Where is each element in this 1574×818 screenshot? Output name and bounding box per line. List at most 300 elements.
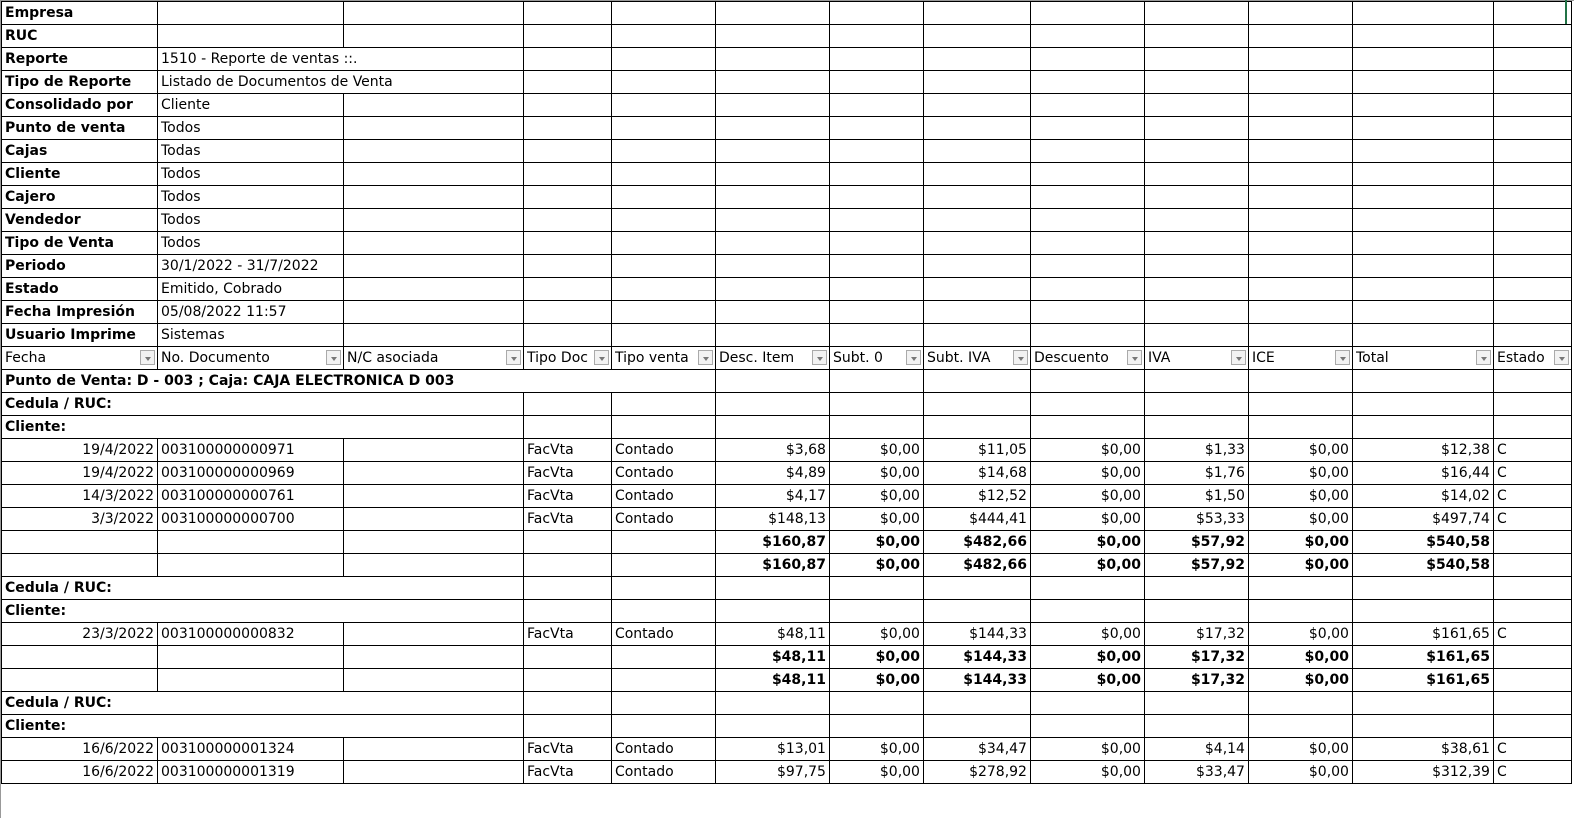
meta-label[interactable]: Reporte bbox=[2, 48, 158, 71]
cell[interactable] bbox=[829, 692, 923, 715]
estado-cell[interactable]: C bbox=[1493, 439, 1571, 462]
cell[interactable] bbox=[1248, 370, 1352, 393]
ice-cell[interactable]: $0,00 bbox=[1248, 508, 1352, 531]
cell[interactable] bbox=[829, 715, 923, 738]
meta-label[interactable]: Usuario Imprime bbox=[2, 324, 158, 347]
cell[interactable] bbox=[524, 531, 612, 554]
spreadsheet-grid[interactable] bbox=[1, 1, 1572, 784]
cell[interactable] bbox=[1493, 25, 1571, 48]
cell[interactable] bbox=[611, 324, 715, 347]
cell[interactable] bbox=[1144, 577, 1248, 600]
subtotal-descuento[interactable]: $0,00 bbox=[1030, 554, 1144, 577]
cell[interactable] bbox=[344, 232, 524, 255]
cell[interactable] bbox=[158, 531, 344, 554]
estado-cell[interactable]: C bbox=[1493, 462, 1571, 485]
subtotal-subt0[interactable]: $0,00 bbox=[829, 646, 923, 669]
subt-iva-cell[interactable]: $11,05 bbox=[923, 439, 1030, 462]
cell[interactable] bbox=[524, 646, 612, 669]
cell[interactable] bbox=[923, 71, 1030, 94]
meta-value[interactable]: Sistemas bbox=[158, 324, 344, 347]
cell[interactable] bbox=[829, 600, 923, 623]
cell[interactable] bbox=[1493, 531, 1571, 554]
descuento-cell[interactable]: $0,00 bbox=[1030, 439, 1144, 462]
cell[interactable] bbox=[1352, 278, 1493, 301]
cell[interactable] bbox=[611, 715, 715, 738]
cell[interactable] bbox=[1352, 186, 1493, 209]
cell[interactable] bbox=[829, 94, 923, 117]
cell[interactable] bbox=[1493, 370, 1571, 393]
cell[interactable] bbox=[1144, 186, 1248, 209]
cell[interactable] bbox=[715, 255, 829, 278]
cell[interactable] bbox=[829, 393, 923, 416]
cell[interactable] bbox=[923, 186, 1030, 209]
iva-cell[interactable]: $33,47 bbox=[1144, 761, 1248, 784]
subtotal-total[interactable]: $161,65 bbox=[1352, 669, 1493, 692]
cell[interactable] bbox=[524, 209, 612, 232]
cell[interactable] bbox=[1493, 554, 1571, 577]
subtotal-desc-item[interactable]: $160,87 bbox=[715, 531, 829, 554]
cell[interactable] bbox=[1352, 71, 1493, 94]
cell[interactable] bbox=[524, 393, 612, 416]
subtotal-iva[interactable]: $57,92 bbox=[1144, 554, 1248, 577]
nc-cell[interactable] bbox=[344, 508, 524, 531]
ice-cell[interactable]: $0,00 bbox=[1248, 623, 1352, 646]
cell[interactable] bbox=[1030, 715, 1144, 738]
total-cell[interactable]: $14,02 bbox=[1352, 485, 1493, 508]
cell[interactable] bbox=[1248, 209, 1352, 232]
filter-dropdown-icon[interactable] bbox=[1127, 350, 1142, 365]
cell[interactable] bbox=[524, 255, 612, 278]
cedula-label[interactable]: Cedula / RUC: bbox=[2, 692, 524, 715]
fecha-cell[interactable]: 19/4/2022 bbox=[2, 439, 158, 462]
cell[interactable] bbox=[923, 117, 1030, 140]
tipo-venta-cell[interactable]: Contado bbox=[611, 623, 715, 646]
cell[interactable] bbox=[715, 600, 829, 623]
cell[interactable] bbox=[1144, 278, 1248, 301]
cell[interactable] bbox=[923, 416, 1030, 439]
column-header-ice[interactable] bbox=[1248, 347, 1352, 370]
column-header-fecha[interactable] bbox=[2, 347, 158, 370]
cell[interactable] bbox=[923, 232, 1030, 255]
cell[interactable] bbox=[1248, 232, 1352, 255]
cell[interactable] bbox=[1144, 2, 1248, 25]
cell[interactable] bbox=[524, 117, 612, 140]
cell[interactable] bbox=[1352, 2, 1493, 25]
descuento-cell[interactable]: $0,00 bbox=[1030, 623, 1144, 646]
cell[interactable] bbox=[1144, 370, 1248, 393]
cell[interactable] bbox=[611, 117, 715, 140]
subt-iva-cell[interactable]: $444,41 bbox=[923, 508, 1030, 531]
estado-cell[interactable]: C bbox=[1493, 623, 1571, 646]
cell[interactable] bbox=[1248, 71, 1352, 94]
subt0-cell[interactable]: $0,00 bbox=[829, 508, 923, 531]
cell[interactable] bbox=[158, 669, 344, 692]
cell[interactable] bbox=[1144, 25, 1248, 48]
tipo-venta-cell[interactable]: Contado bbox=[611, 761, 715, 784]
cell[interactable] bbox=[1493, 577, 1571, 600]
cell[interactable] bbox=[923, 48, 1030, 71]
subtotal-desc-item[interactable]: $48,11 bbox=[715, 646, 829, 669]
cell[interactable] bbox=[611, 48, 715, 71]
cell[interactable] bbox=[1030, 301, 1144, 324]
cliente-label[interactable]: Cliente: bbox=[2, 600, 524, 623]
desc-item-cell[interactable]: $4,89 bbox=[715, 462, 829, 485]
cell[interactable] bbox=[923, 577, 1030, 600]
cell[interactable] bbox=[715, 209, 829, 232]
subtotal-subt0[interactable]: $0,00 bbox=[829, 531, 923, 554]
cell[interactable] bbox=[1030, 416, 1144, 439]
cell[interactable] bbox=[1248, 577, 1352, 600]
cell[interactable] bbox=[1493, 301, 1571, 324]
cell[interactable] bbox=[1144, 255, 1248, 278]
nc-cell[interactable] bbox=[344, 623, 524, 646]
cell[interactable] bbox=[829, 163, 923, 186]
desc-item-cell[interactable]: $97,75 bbox=[715, 761, 829, 784]
column-header-subt-iva[interactable] bbox=[923, 347, 1030, 370]
descuento-cell[interactable]: $0,00 bbox=[1030, 761, 1144, 784]
cell[interactable] bbox=[1248, 94, 1352, 117]
column-header-n-c-asociada[interactable] bbox=[344, 347, 524, 370]
column-header-descuento[interactable] bbox=[1030, 347, 1144, 370]
cell[interactable] bbox=[524, 600, 612, 623]
cell[interactable] bbox=[1352, 715, 1493, 738]
cell[interactable] bbox=[1493, 140, 1571, 163]
cell[interactable] bbox=[923, 324, 1030, 347]
meta-value[interactable] bbox=[158, 25, 344, 48]
filter-dropdown-icon[interactable] bbox=[1554, 350, 1569, 365]
cell[interactable] bbox=[1248, 324, 1352, 347]
filter-dropdown-icon[interactable] bbox=[906, 350, 921, 365]
cell[interactable] bbox=[611, 186, 715, 209]
cell[interactable] bbox=[1352, 209, 1493, 232]
cell[interactable] bbox=[1144, 140, 1248, 163]
meta-label[interactable]: Estado bbox=[2, 278, 158, 301]
fecha-cell[interactable]: 16/6/2022 bbox=[2, 761, 158, 784]
iva-cell[interactable]: $53,33 bbox=[1144, 508, 1248, 531]
cell[interactable] bbox=[1493, 71, 1571, 94]
nc-cell[interactable] bbox=[344, 485, 524, 508]
cell[interactable] bbox=[611, 669, 715, 692]
cell[interactable] bbox=[1144, 163, 1248, 186]
ice-cell[interactable]: $0,00 bbox=[1248, 485, 1352, 508]
cell[interactable] bbox=[923, 301, 1030, 324]
estado-cell[interactable]: C bbox=[1493, 738, 1571, 761]
cell[interactable] bbox=[1352, 25, 1493, 48]
cell[interactable] bbox=[715, 94, 829, 117]
cell[interactable] bbox=[829, 324, 923, 347]
cell[interactable] bbox=[829, 278, 923, 301]
meta-value[interactable]: Todos bbox=[158, 232, 344, 255]
cell[interactable] bbox=[1144, 48, 1248, 71]
subtotal-subt-iva[interactable]: $144,33 bbox=[923, 669, 1030, 692]
meta-value[interactable]: Listado de Documentos de Venta bbox=[158, 71, 524, 94]
total-cell[interactable]: $12,38 bbox=[1352, 439, 1493, 462]
cell[interactable] bbox=[524, 94, 612, 117]
cell[interactable] bbox=[1493, 186, 1571, 209]
cell[interactable] bbox=[715, 48, 829, 71]
estado-cell[interactable]: C bbox=[1493, 761, 1571, 784]
iva-cell[interactable]: $1,50 bbox=[1144, 485, 1248, 508]
cell[interactable] bbox=[1493, 324, 1571, 347]
subtotal-ice[interactable]: $0,00 bbox=[1248, 646, 1352, 669]
cell[interactable] bbox=[715, 416, 829, 439]
cell[interactable] bbox=[1144, 71, 1248, 94]
cell[interactable] bbox=[923, 278, 1030, 301]
column-header-desc-item[interactable] bbox=[715, 347, 829, 370]
cell[interactable] bbox=[1248, 393, 1352, 416]
cell[interactable] bbox=[923, 2, 1030, 25]
cell[interactable] bbox=[1352, 163, 1493, 186]
cell[interactable] bbox=[611, 25, 715, 48]
tipo-doc-cell[interactable]: FacVta bbox=[524, 623, 612, 646]
cell[interactable] bbox=[611, 416, 715, 439]
filter-dropdown-icon[interactable] bbox=[812, 350, 827, 365]
cell[interactable] bbox=[923, 255, 1030, 278]
desc-item-cell[interactable]: $48,11 bbox=[715, 623, 829, 646]
meta-label[interactable]: Cliente bbox=[2, 163, 158, 186]
cell[interactable] bbox=[1248, 117, 1352, 140]
cell[interactable] bbox=[611, 600, 715, 623]
cell[interactable] bbox=[715, 370, 829, 393]
cell[interactable] bbox=[344, 531, 524, 554]
documento-cell[interactable]: 003100000000700 bbox=[158, 508, 344, 531]
subtotal-subt0[interactable]: $0,00 bbox=[829, 554, 923, 577]
cell[interactable] bbox=[1144, 94, 1248, 117]
subtotal-ice[interactable]: $0,00 bbox=[1248, 554, 1352, 577]
nc-cell[interactable] bbox=[344, 738, 524, 761]
cell[interactable] bbox=[1030, 94, 1144, 117]
meta-value[interactable]: Todos bbox=[158, 186, 344, 209]
cell[interactable] bbox=[1030, 71, 1144, 94]
cell[interactable] bbox=[1493, 646, 1571, 669]
punto-venta-label[interactable]: Punto de Venta: D - 003 ; Caja: CAJA ELECTRONICA D 003 bbox=[2, 370, 716, 393]
cell[interactable] bbox=[715, 2, 829, 25]
tipo-venta-cell[interactable]: Contado bbox=[611, 508, 715, 531]
cell[interactable] bbox=[1030, 692, 1144, 715]
cell[interactable] bbox=[1144, 715, 1248, 738]
cell[interactable] bbox=[715, 577, 829, 600]
cell[interactable] bbox=[829, 117, 923, 140]
cell[interactable] bbox=[715, 232, 829, 255]
cell[interactable] bbox=[1144, 393, 1248, 416]
cell[interactable] bbox=[1352, 416, 1493, 439]
cell[interactable] bbox=[1493, 117, 1571, 140]
cell[interactable] bbox=[1030, 2, 1144, 25]
meta-label[interactable]: Cajas bbox=[2, 140, 158, 163]
cell[interactable] bbox=[1352, 117, 1493, 140]
cell[interactable] bbox=[2, 531, 158, 554]
cell[interactable] bbox=[524, 416, 612, 439]
cell[interactable] bbox=[1030, 140, 1144, 163]
cell[interactable] bbox=[524, 715, 612, 738]
descuento-cell[interactable]: $0,00 bbox=[1030, 508, 1144, 531]
cell[interactable] bbox=[1493, 692, 1571, 715]
cell[interactable] bbox=[715, 692, 829, 715]
cell[interactable] bbox=[611, 278, 715, 301]
cell[interactable] bbox=[715, 715, 829, 738]
cell[interactable] bbox=[344, 117, 524, 140]
cell[interactable] bbox=[524, 71, 612, 94]
nc-cell[interactable] bbox=[344, 439, 524, 462]
cell[interactable] bbox=[715, 25, 829, 48]
subt0-cell[interactable]: $0,00 bbox=[829, 462, 923, 485]
cell[interactable] bbox=[1493, 278, 1571, 301]
subtotal-desc-item[interactable]: $160,87 bbox=[715, 554, 829, 577]
cell[interactable] bbox=[2, 646, 158, 669]
cell[interactable] bbox=[923, 163, 1030, 186]
meta-value[interactable]: 30/1/2022 - 31/7/2022 bbox=[158, 255, 344, 278]
cell[interactable] bbox=[715, 278, 829, 301]
nc-cell[interactable] bbox=[344, 462, 524, 485]
documento-cell[interactable]: 003100000001324 bbox=[158, 738, 344, 761]
cell[interactable] bbox=[611, 531, 715, 554]
cell[interactable] bbox=[829, 577, 923, 600]
cell[interactable] bbox=[829, 2, 923, 25]
total-cell[interactable]: $497,74 bbox=[1352, 508, 1493, 531]
cell[interactable] bbox=[524, 186, 612, 209]
cell[interactable] bbox=[923, 393, 1030, 416]
cell[interactable] bbox=[923, 94, 1030, 117]
cell[interactable] bbox=[1030, 209, 1144, 232]
tipo-doc-cell[interactable]: FacVta bbox=[524, 761, 612, 784]
subt0-cell[interactable]: $0,00 bbox=[829, 485, 923, 508]
cell[interactable] bbox=[524, 692, 612, 715]
cell[interactable] bbox=[611, 646, 715, 669]
meta-label[interactable]: Fecha Impresión bbox=[2, 301, 158, 324]
cell[interactable] bbox=[829, 71, 923, 94]
cliente-label[interactable]: Cliente: bbox=[2, 715, 524, 738]
cell[interactable] bbox=[1030, 324, 1144, 347]
cell[interactable] bbox=[1493, 94, 1571, 117]
cell[interactable] bbox=[1493, 393, 1571, 416]
cell[interactable] bbox=[829, 48, 923, 71]
cell[interactable] bbox=[923, 209, 1030, 232]
cell[interactable] bbox=[1030, 25, 1144, 48]
cell[interactable] bbox=[829, 186, 923, 209]
nc-cell[interactable] bbox=[344, 761, 524, 784]
subtotal-iva[interactable]: $17,32 bbox=[1144, 669, 1248, 692]
cell[interactable] bbox=[829, 416, 923, 439]
cell[interactable] bbox=[524, 163, 612, 186]
cell[interactable] bbox=[344, 94, 524, 117]
estado-cell[interactable]: C bbox=[1493, 508, 1571, 531]
filter-dropdown-icon[interactable] bbox=[698, 350, 713, 365]
filter-dropdown-icon[interactable] bbox=[506, 350, 521, 365]
cell[interactable] bbox=[1352, 232, 1493, 255]
documento-cell[interactable]: 003100000000971 bbox=[158, 439, 344, 462]
cell[interactable] bbox=[1493, 715, 1571, 738]
ice-cell[interactable]: $0,00 bbox=[1248, 738, 1352, 761]
cell[interactable] bbox=[1030, 232, 1144, 255]
meta-label[interactable]: Vendedor bbox=[2, 209, 158, 232]
iva-cell[interactable]: $17,32 bbox=[1144, 623, 1248, 646]
cedula-label[interactable]: Cedula / RUC: bbox=[2, 393, 524, 416]
iva-cell[interactable]: $1,33 bbox=[1144, 439, 1248, 462]
fecha-cell[interactable]: 16/6/2022 bbox=[2, 738, 158, 761]
documento-cell[interactable]: 003100000000832 bbox=[158, 623, 344, 646]
filter-dropdown-icon[interactable] bbox=[1231, 350, 1246, 365]
tipo-doc-cell[interactable]: FacVta bbox=[524, 508, 612, 531]
cell[interactable] bbox=[1248, 416, 1352, 439]
tipo-doc-cell[interactable]: FacVta bbox=[524, 485, 612, 508]
cell[interactable] bbox=[715, 301, 829, 324]
iva-cell[interactable]: $1,76 bbox=[1144, 462, 1248, 485]
cell[interactable] bbox=[524, 2, 612, 25]
cell[interactable] bbox=[923, 715, 1030, 738]
cell[interactable] bbox=[344, 554, 524, 577]
cell[interactable] bbox=[1352, 48, 1493, 71]
column-header-iva[interactable] bbox=[1144, 347, 1248, 370]
desc-item-cell[interactable]: $3,68 bbox=[715, 439, 829, 462]
subtotal-descuento[interactable]: $0,00 bbox=[1030, 669, 1144, 692]
cell[interactable] bbox=[1144, 301, 1248, 324]
cell[interactable] bbox=[1493, 255, 1571, 278]
meta-value[interactable]: 05/08/2022 11:57 bbox=[158, 301, 344, 324]
cell[interactable] bbox=[611, 140, 715, 163]
subtotal-iva[interactable]: $17,32 bbox=[1144, 646, 1248, 669]
cell[interactable] bbox=[2, 554, 158, 577]
column-header-total[interactable] bbox=[1352, 347, 1493, 370]
cell[interactable] bbox=[344, 163, 524, 186]
ice-cell[interactable]: $0,00 bbox=[1248, 439, 1352, 462]
subtotal-desc-item[interactable]: $48,11 bbox=[715, 669, 829, 692]
cell[interactable] bbox=[923, 692, 1030, 715]
meta-label[interactable]: RUC bbox=[2, 25, 158, 48]
cell[interactable] bbox=[1352, 370, 1493, 393]
cell[interactable] bbox=[344, 646, 524, 669]
cell[interactable] bbox=[524, 232, 612, 255]
cell[interactable] bbox=[344, 186, 524, 209]
filter-dropdown-icon[interactable] bbox=[326, 350, 341, 365]
cell[interactable] bbox=[1030, 48, 1144, 71]
cell[interactable] bbox=[1248, 600, 1352, 623]
cell[interactable] bbox=[1493, 669, 1571, 692]
cell[interactable] bbox=[524, 669, 612, 692]
cell[interactable] bbox=[1493, 2, 1571, 25]
meta-value[interactable]: Cliente bbox=[158, 94, 344, 117]
fecha-cell[interactable]: 23/3/2022 bbox=[2, 623, 158, 646]
cell[interactable] bbox=[1144, 416, 1248, 439]
filter-dropdown-icon[interactable] bbox=[140, 350, 155, 365]
meta-label[interactable]: Periodo bbox=[2, 255, 158, 278]
cell[interactable] bbox=[1248, 2, 1352, 25]
fecha-cell[interactable]: 3/3/2022 bbox=[2, 508, 158, 531]
cell[interactable] bbox=[344, 25, 524, 48]
tipo-venta-cell[interactable]: Contado bbox=[611, 485, 715, 508]
cell[interactable] bbox=[1248, 140, 1352, 163]
cell[interactable] bbox=[1248, 301, 1352, 324]
cell[interactable] bbox=[1030, 117, 1144, 140]
tipo-doc-cell[interactable]: FacVta bbox=[524, 462, 612, 485]
cell[interactable] bbox=[1030, 163, 1144, 186]
cell[interactable] bbox=[923, 600, 1030, 623]
subtotal-descuento[interactable]: $0,00 bbox=[1030, 646, 1144, 669]
desc-item-cell[interactable]: $13,01 bbox=[715, 738, 829, 761]
column-header-tipo-doc[interactable] bbox=[524, 347, 612, 370]
cell[interactable] bbox=[1493, 48, 1571, 71]
cell[interactable] bbox=[829, 140, 923, 163]
cell[interactable] bbox=[1248, 278, 1352, 301]
cell[interactable] bbox=[344, 255, 524, 278]
cell[interactable] bbox=[344, 140, 524, 163]
subt-iva-cell[interactable]: $12,52 bbox=[923, 485, 1030, 508]
subt-iva-cell[interactable]: $34,47 bbox=[923, 738, 1030, 761]
tipo-venta-cell[interactable]: Contado bbox=[611, 439, 715, 462]
cell[interactable] bbox=[715, 71, 829, 94]
cell[interactable] bbox=[158, 646, 344, 669]
subtotal-total[interactable]: $161,65 bbox=[1352, 646, 1493, 669]
total-cell[interactable]: $38,61 bbox=[1352, 738, 1493, 761]
